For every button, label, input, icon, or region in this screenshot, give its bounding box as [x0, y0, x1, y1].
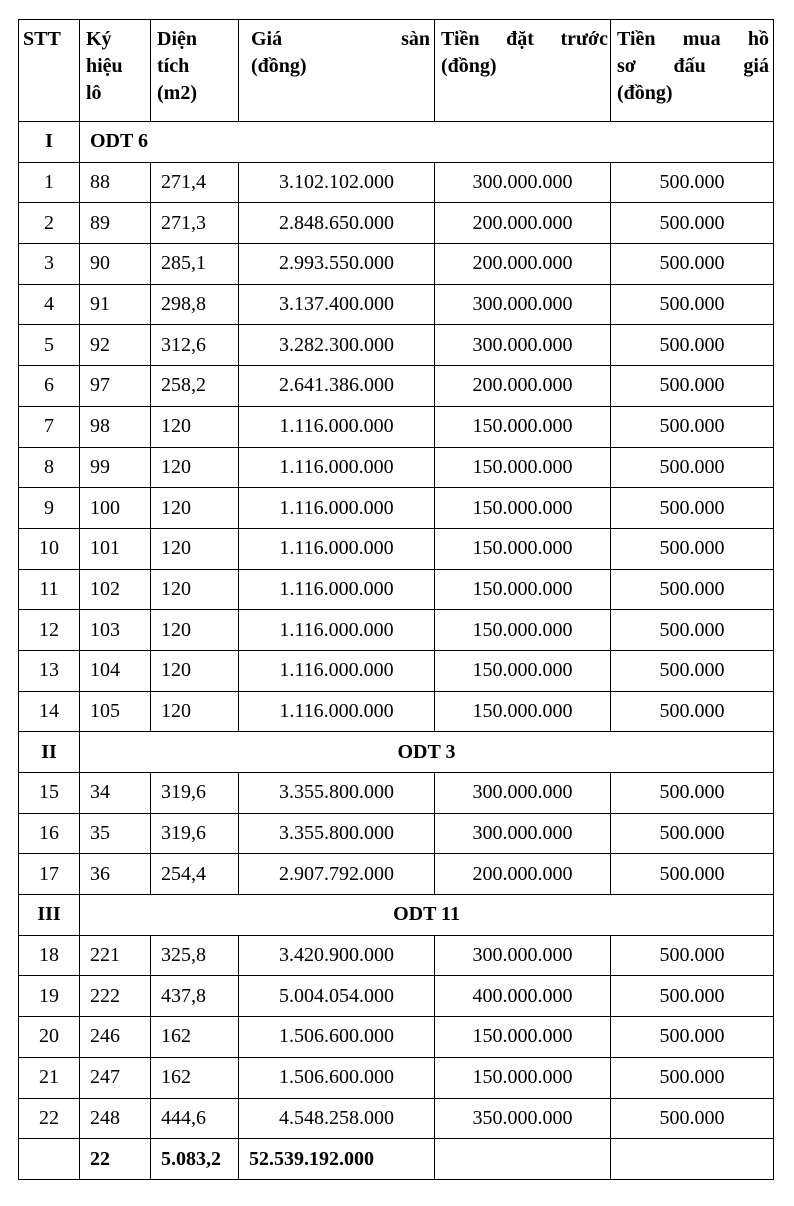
row-dossier-fee: 500.000	[611, 366, 774, 407]
header-ky-hieu-line1: Ký	[86, 28, 112, 50]
row-lot-code: 36	[80, 854, 151, 895]
row-deposit: 200.000.000	[435, 244, 611, 285]
header-gia-san-line2: (đồng)	[251, 55, 307, 77]
row-lot-code: 91	[80, 284, 151, 325]
row-stt: 15	[19, 773, 80, 814]
row-area: 298,8	[151, 284, 239, 325]
row-lot-code: 101	[80, 528, 151, 569]
row-floor-price: 2.907.792.000	[239, 854, 435, 895]
row-lot-code: 222	[80, 976, 151, 1017]
row-lot-code: 89	[80, 203, 151, 244]
header-gia-san	[239, 20, 435, 122]
row-floor-price: 3.355.800.000	[239, 773, 435, 814]
row-stt: 6	[19, 366, 80, 407]
row-dossier-fee: 500.000	[611, 569, 774, 610]
row-floor-price: 1.506.600.000	[239, 1057, 435, 1098]
row-floor-price: 5.004.054.000	[239, 976, 435, 1017]
table-row	[19, 406, 774, 447]
row-stt: 2	[19, 203, 80, 244]
section-row	[19, 732, 774, 773]
row-dossier-fee: 500.000	[611, 203, 774, 244]
row-floor-price: 3.420.900.000	[239, 935, 435, 976]
row-floor-price: 1.116.000.000	[239, 528, 435, 569]
row-floor-price: 1.116.000.000	[239, 691, 435, 732]
total-lot-count: 22	[80, 1139, 151, 1180]
table-row	[19, 976, 774, 1017]
row-lot-code: 34	[80, 773, 151, 814]
table-body	[19, 122, 774, 1180]
row-floor-price: 3.102.102.000	[239, 162, 435, 203]
header-tien-dat-truoc	[435, 20, 611, 122]
row-dossier-fee: 500.000	[611, 610, 774, 651]
total-floor-price: 52.539.192.000	[239, 1139, 435, 1180]
row-stt: 3	[19, 244, 80, 285]
row-lot-code: 246	[80, 1017, 151, 1058]
row-floor-price: 2.641.386.000	[239, 366, 435, 407]
row-dossier-fee: 500.000	[611, 1057, 774, 1098]
row-deposit: 400.000.000	[435, 976, 611, 1017]
header-dien-tich	[151, 20, 239, 122]
table-row	[19, 650, 774, 691]
row-lot-code: 103	[80, 610, 151, 651]
row-stt: 5	[19, 325, 80, 366]
row-stt: 13	[19, 650, 80, 691]
row-floor-price: 3.282.300.000	[239, 325, 435, 366]
row-floor-price: 3.137.400.000	[239, 284, 435, 325]
row-dossier-fee: 500.000	[611, 650, 774, 691]
row-stt: 18	[19, 935, 80, 976]
header-gia-san-line1: Giá sàn	[251, 28, 430, 50]
auction-lot-table	[18, 19, 774, 1180]
row-stt: 21	[19, 1057, 80, 1098]
row-stt: 22	[19, 1098, 80, 1139]
row-stt: 12	[19, 610, 80, 651]
header-tien-mua-ho-so	[611, 20, 774, 122]
row-area: 120	[151, 528, 239, 569]
row-area: 120	[151, 691, 239, 732]
row-dossier-fee: 500.000	[611, 854, 774, 895]
row-deposit: 150.000.000	[435, 528, 611, 569]
row-area: 254,4	[151, 854, 239, 895]
row-deposit: 300.000.000	[435, 325, 611, 366]
header-ky-hieu-lo	[80, 20, 151, 122]
row-deposit: 150.000.000	[435, 447, 611, 488]
table-row	[19, 528, 774, 569]
row-area: 312,6	[151, 325, 239, 366]
row-floor-price: 4.548.258.000	[239, 1098, 435, 1139]
row-lot-code: 102	[80, 569, 151, 610]
row-deposit: 150.000.000	[435, 650, 611, 691]
row-deposit: 150.000.000	[435, 1017, 611, 1058]
row-stt: 20	[19, 1017, 80, 1058]
header-tien-mua-ho-so-line3: (đồng)	[617, 82, 673, 104]
row-lot-code: 97	[80, 366, 151, 407]
row-area: 325,8	[151, 935, 239, 976]
row-area: 437,8	[151, 976, 239, 1017]
total-stt	[19, 1139, 80, 1180]
row-lot-code: 35	[80, 813, 151, 854]
row-dossier-fee: 500.000	[611, 935, 774, 976]
row-dossier-fee: 500.000	[611, 773, 774, 814]
table-row	[19, 162, 774, 203]
row-dossier-fee: 500.000	[611, 976, 774, 1017]
section-number: I	[19, 122, 80, 163]
row-stt: 7	[19, 406, 80, 447]
table-row	[19, 203, 774, 244]
row-stt: 4	[19, 284, 80, 325]
row-dossier-fee: 500.000	[611, 447, 774, 488]
row-dossier-fee: 500.000	[611, 528, 774, 569]
row-lot-code: 90	[80, 244, 151, 285]
row-lot-code: 248	[80, 1098, 151, 1139]
row-area: 120	[151, 569, 239, 610]
row-deposit: 300.000.000	[435, 935, 611, 976]
row-floor-price: 1.116.000.000	[239, 406, 435, 447]
row-dossier-fee: 500.000	[611, 1017, 774, 1058]
row-deposit: 300.000.000	[435, 813, 611, 854]
header-ky-hieu-line2: hiệu	[86, 55, 123, 77]
table-row	[19, 1017, 774, 1058]
row-area: 258,2	[151, 366, 239, 407]
row-floor-price: 2.993.550.000	[239, 244, 435, 285]
header-tien-dat-truoc-line2: (đồng)	[441, 55, 497, 77]
row-area: 444,6	[151, 1098, 239, 1139]
row-deposit: 200.000.000	[435, 203, 611, 244]
row-floor-price: 1.116.000.000	[239, 488, 435, 529]
row-deposit: 150.000.000	[435, 406, 611, 447]
header-dien-tich-line2: tích	[157, 55, 190, 77]
row-lot-code: 99	[80, 447, 151, 488]
row-deposit: 350.000.000	[435, 1098, 611, 1139]
row-deposit: 200.000.000	[435, 854, 611, 895]
row-lot-code: 104	[80, 650, 151, 691]
header-tien-mua-ho-so-line1: Tiền mua hồ	[617, 28, 769, 50]
table-row	[19, 1057, 774, 1098]
row-dossier-fee: 500.000	[611, 244, 774, 285]
section-name: ODT 3	[80, 732, 774, 773]
table-row	[19, 488, 774, 529]
row-floor-price: 2.848.650.000	[239, 203, 435, 244]
total-deposit	[435, 1139, 611, 1180]
table-row	[19, 325, 774, 366]
row-dossier-fee: 500.000	[611, 691, 774, 732]
section-name: ODT 6	[80, 122, 774, 163]
row-dossier-fee: 500.000	[611, 488, 774, 529]
row-stt: 16	[19, 813, 80, 854]
table-row	[19, 610, 774, 651]
row-lot-code: 221	[80, 935, 151, 976]
row-stt: 9	[19, 488, 80, 529]
section-row	[19, 122, 774, 163]
header-ky-hieu-line3: lô	[86, 82, 102, 104]
header-dien-tich-line3: (m2)	[157, 82, 197, 104]
row-area: 120	[151, 488, 239, 529]
row-floor-price: 1.116.000.000	[239, 447, 435, 488]
row-area: 162	[151, 1017, 239, 1058]
row-area: 120	[151, 447, 239, 488]
row-deposit: 200.000.000	[435, 366, 611, 407]
row-lot-code: 88	[80, 162, 151, 203]
row-stt: 19	[19, 976, 80, 1017]
row-floor-price: 1.506.600.000	[239, 1017, 435, 1058]
row-stt: 11	[19, 569, 80, 610]
row-floor-price: 3.355.800.000	[239, 813, 435, 854]
section-row	[19, 895, 774, 936]
row-dossier-fee: 500.000	[611, 1098, 774, 1139]
table-row	[19, 244, 774, 285]
section-number: II	[19, 732, 80, 773]
row-stt: 14	[19, 691, 80, 732]
total-dossier-fee	[611, 1139, 774, 1180]
row-deposit: 300.000.000	[435, 773, 611, 814]
header-stt-text: STT	[23, 28, 61, 50]
row-lot-code: 105	[80, 691, 151, 732]
row-floor-price: 1.116.000.000	[239, 650, 435, 691]
row-lot-code: 92	[80, 325, 151, 366]
table-row	[19, 447, 774, 488]
row-floor-price: 1.116.000.000	[239, 610, 435, 651]
row-area: 120	[151, 406, 239, 447]
header-stt	[19, 20, 80, 122]
table-row	[19, 854, 774, 895]
table-row	[19, 935, 774, 976]
table-row	[19, 813, 774, 854]
section-name: ODT 11	[80, 895, 774, 936]
section-number: III	[19, 895, 80, 936]
row-deposit: 150.000.000	[435, 691, 611, 732]
table-row	[19, 1098, 774, 1139]
row-lot-code: 100	[80, 488, 151, 529]
header-tien-mua-ho-so-line2: sơ đấu giá	[617, 55, 769, 77]
row-floor-price: 1.116.000.000	[239, 569, 435, 610]
row-deposit: 150.000.000	[435, 610, 611, 651]
row-area: 271,4	[151, 162, 239, 203]
row-stt: 10	[19, 528, 80, 569]
row-lot-code: 98	[80, 406, 151, 447]
row-stt: 1	[19, 162, 80, 203]
row-dossier-fee: 500.000	[611, 325, 774, 366]
row-stt: 8	[19, 447, 80, 488]
row-area: 120	[151, 650, 239, 691]
row-deposit: 300.000.000	[435, 284, 611, 325]
table-row	[19, 773, 774, 814]
row-dossier-fee: 500.000	[611, 406, 774, 447]
total-row	[19, 1139, 774, 1180]
row-deposit: 150.000.000	[435, 488, 611, 529]
row-area: 271,3	[151, 203, 239, 244]
row-deposit: 300.000.000	[435, 162, 611, 203]
table-row	[19, 691, 774, 732]
row-area: 319,6	[151, 773, 239, 814]
table-row	[19, 366, 774, 407]
row-dossier-fee: 500.000	[611, 284, 774, 325]
total-area: 5.083,2	[151, 1139, 239, 1180]
row-dossier-fee: 500.000	[611, 813, 774, 854]
row-area: 285,1	[151, 244, 239, 285]
row-deposit: 150.000.000	[435, 1057, 611, 1098]
row-dossier-fee: 500.000	[611, 162, 774, 203]
header-dien-tich-line1: Diện	[157, 28, 197, 50]
header-tien-dat-truoc-line1: Tiền đặt trước	[441, 28, 608, 50]
row-area: 162	[151, 1057, 239, 1098]
row-stt: 17	[19, 854, 80, 895]
row-area: 120	[151, 610, 239, 651]
table-row	[19, 284, 774, 325]
row-lot-code: 247	[80, 1057, 151, 1098]
header-row	[19, 20, 774, 122]
table-row	[19, 569, 774, 610]
row-area: 319,6	[151, 813, 239, 854]
row-deposit: 150.000.000	[435, 569, 611, 610]
